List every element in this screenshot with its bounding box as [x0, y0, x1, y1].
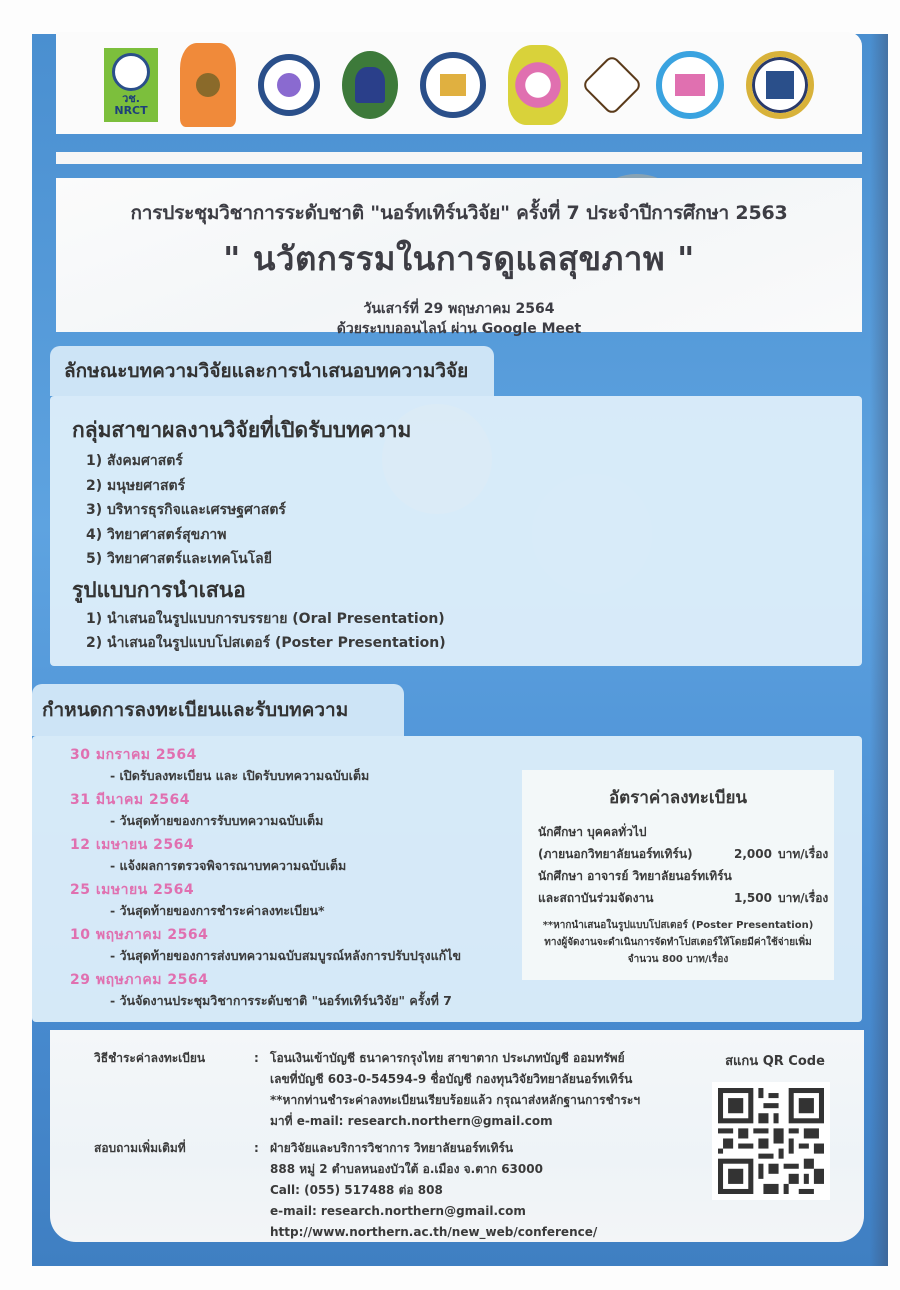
schedule-item: 29 พฤษภาคม 2564 - วันจัดงานประชุมวิชาการระดับชาติ "นอร์ทเทิร์นวิจัย" ครั้งที่ 7	[70, 972, 452, 1008]
conference-theme: " นวัตกรรมในการดูแลสุขภาพ "	[223, 239, 695, 278]
poster-frame	[32, 34, 888, 1266]
fee-row: นักศึกษา บุคคลทั่วไป	[538, 825, 647, 839]
research-section-title: ลักษณะบทความวิจัยและการนำเสนอบทความวิจัย	[64, 360, 469, 382]
rmut-logo	[180, 43, 236, 127]
college-logo-3	[258, 54, 320, 116]
field-item: 1) สังคมศาสตร์	[86, 453, 183, 469]
college-logo-4	[342, 51, 398, 119]
schedule-item: 25 เมษายน 2564 - วันสุดท้ายของการชำระค่าลงทะเบียน*	[70, 882, 325, 918]
payment-info: วิธีชำระค่าลงทะเบียน : โอนเงินเข้าบัญชี ธนาคารกรุงไทย สาขาตาก ประเภทบัญชี ออมทรัพย์ เลขที่บัญชี 603-0-54594-9 ชื่อบัญชี กองทุนวิจัยวิทยาลัยนอร์ทเทิร์น **หากท่านชำระค่าลงทะเบียนเรียบร้อยแล้ว กรุณาส่งหลักฐานการชำระฯ มาที่ e-mail: research.northern@gmail.com	[94, 1048, 640, 1132]
field-item: 4) วิทยาศาสตร์สุขภาพ	[86, 526, 227, 543]
western-university-logo	[746, 51, 814, 119]
fee-row: และสถาบันร่วมจัดงาน 1,500 บาท/เรื่อง	[538, 891, 829, 905]
schedule-section-header	[32, 684, 404, 736]
fee-title: อัตราค่าลงทะเบียน	[608, 788, 748, 808]
payment-email[interactable]: มาที่ e-mail: research.northern@gmail.com	[270, 1114, 553, 1128]
schedule-section-title: กำหนดการลงทะเบียนและรับบทความ	[42, 699, 349, 721]
nrct-logo: วช. NRCT	[104, 48, 158, 122]
poster-fee-note: **หากนำเสนอในรูปแบบโปสเตอร์ (Poster Presentation) ทางผู้จัดงานจะดำเนินการจัดทำโปสเตอร์ให้โดยมีค่าใช้จ่ายเพิ่ม จำนวน 800 บาท/เรื่อง	[542, 920, 814, 965]
format-item: 1) นำเสนอในรูปแบบการบรรยาย (Oral Presentation)	[86, 610, 445, 627]
fields-title: กลุ่มสาขาผลงานวิจัยที่เปิดรับบทความ	[72, 418, 412, 442]
payment-label: วิธีชำระค่าลงทะเบียน	[94, 1051, 206, 1065]
inquiry-info: สอบถามเพิ่มเติมที่ : ฝ่ายวิจัยและบริการวิชาการ วิทยาลัยนอร์ทเทิร์น 888 หมู่ 2 ตำบลหนองบัวใต้ อ.เมือง จ.ตาก 63000 Call: (055) 517488 ต่อ 808 e-mail: research.northern@gmail.com http://www.northern.ac.th/new_web/conference/	[94, 1138, 597, 1243]
schedule-item: 30 มกราคม 2564 - เปิดรับลงทะเบียน และ เปิดรับบทความฉบับเต็ม	[70, 747, 370, 783]
partner-logos-bar	[56, 32, 862, 134]
college-logo-5	[420, 52, 486, 118]
contact-box	[50, 1030, 864, 1242]
fields-list	[72, 449, 862, 572]
formats-title: รูปแบบการนำเสนอ	[72, 577, 246, 602]
phone-number: Call: (055) 517488 ต่อ 808	[270, 1183, 443, 1197]
college-logo-8	[656, 51, 724, 119]
divider-strip	[56, 152, 862, 164]
qr-code[interactable]	[712, 1082, 830, 1200]
fee-row: (ภายนอกวิทยาลัยนอร์ทเทิร์น) 2,000 บาท/เรื่อง	[538, 847, 829, 861]
conference-date: วันเสาร์ที่ 29 พฤษภาคม 2564	[363, 301, 555, 317]
registration-fee-box	[522, 770, 834, 980]
field-item: 3) บริหารธุรกิจและเศรษฐศาสตร์	[86, 502, 286, 518]
conference-mode: ด้วยระบบออนไลน์ ผ่าน Google Meet	[336, 321, 582, 337]
schedule-item: 31 มีนาคม 2564 - วันสุดท้ายของการรับบทความฉบับเต็ม	[70, 792, 324, 828]
conference-title-box	[56, 178, 862, 337]
research-panel	[50, 396, 862, 666]
fee-row: นักศึกษา อาจารย์ วิทยาลัยนอร์ทเทิร์น	[538, 869, 732, 883]
field-item: 5) วิทยาศาสตร์และเทคโนโลยี	[86, 551, 272, 567]
format-item: 2) นำเสนอในรูปแบบโปสเตอร์ (Poster Presentation)	[86, 635, 446, 651]
qr-code-icon	[718, 1088, 824, 1194]
college-logo-6	[508, 45, 568, 125]
conference-website-link[interactable]: http://www.northern.ac.th/new_web/conference/	[270, 1225, 598, 1239]
field-item: 2) มนุษยศาสตร์	[86, 477, 186, 494]
schedule-item: 12 เมษายน 2564 - แจ้งผลการตรวจพิจารณาบทความฉบับเต็ม	[70, 837, 347, 873]
conference-title: การประชุมวิชาการระดับชาติ "นอร์ทเทิร์นวิจัย" ครั้งที่ 7 ประจำปีการศึกษา 2563	[130, 202, 788, 224]
inquiry-label: สอบถามเพิ่มเติมที่	[94, 1141, 186, 1155]
contact-email[interactable]: e-mail: research.northern@gmail.com	[270, 1204, 526, 1218]
research-section-header	[50, 346, 494, 396]
qr-title: สแกน QR Code	[725, 1054, 825, 1069]
schedule-item: 10 พฤษภาคม 2564 - วันสุดท้ายของการส่งบทความฉบับสมบูรณ์หลังการปรับปรุงแก้ไข	[70, 927, 462, 963]
college-logo-7	[581, 54, 643, 116]
formats-list	[72, 607, 862, 656]
